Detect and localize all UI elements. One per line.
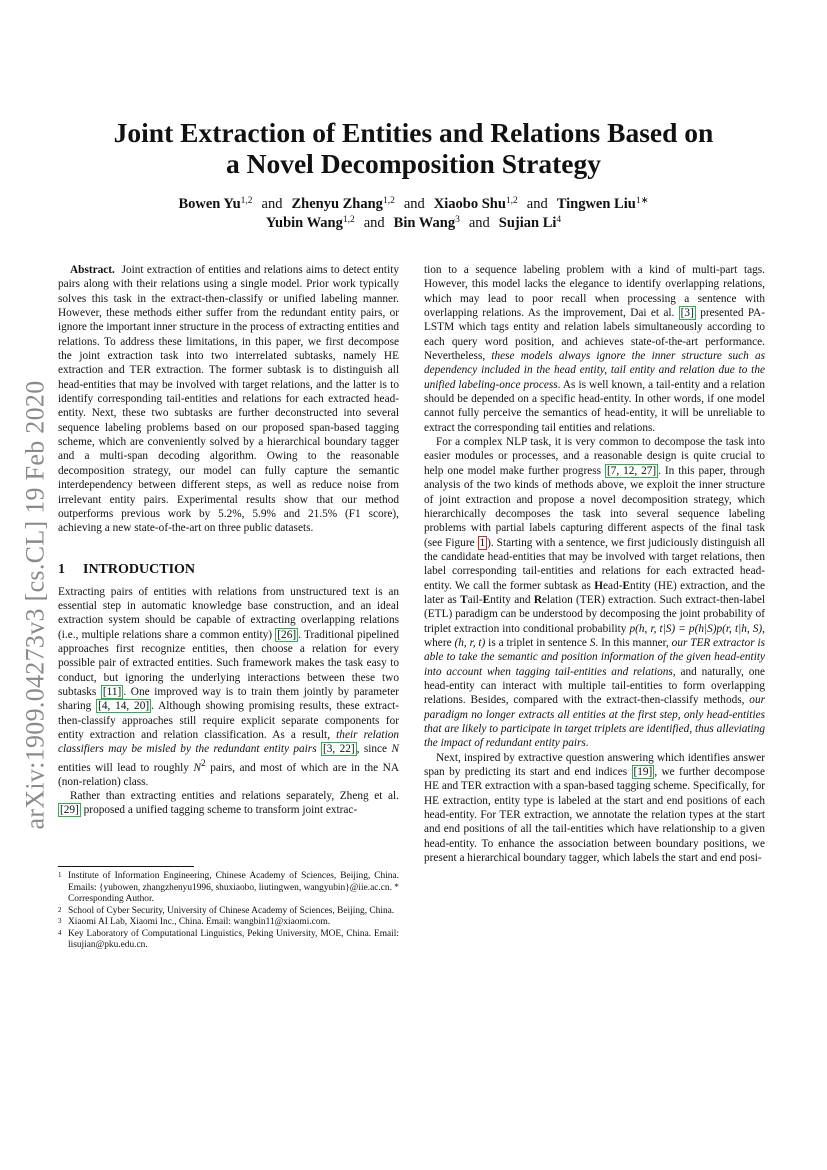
citation-link[interactable]: [26] (277, 628, 297, 641)
footnote-3: 3 Xiaomi AI Lab, Xiaomi Inc., China. Email: wangbin11@xiaomi.com. (58, 917, 331, 927)
citation-link[interactable]: [29] (60, 804, 79, 817)
math-inline: (h, r, t) (454, 636, 486, 649)
citation-link[interactable]: [19] (633, 766, 653, 779)
author-list (60, 195, 767, 233)
author-separator: and (261, 196, 283, 212)
author-name: Yubin Wang (265, 215, 343, 231)
citation-link[interactable]: [7, 12, 27] (606, 464, 657, 477)
citation-link[interactable]: [3, 22] (322, 743, 355, 756)
footnote-1: 1 Institute of Information Engineering, Chinese Academy of Sciences, Beijing, China. Emails: {yubowen, zhangzhenyu1996, shuxiaobo, liutingwen, wangyubin}@iie.ac.cn. * Corresponding Author. (58, 871, 399, 904)
right-paragraph-1: tion to a sequence labeling problem with a kind of multi-part tags. However, this model lacks the elegance to identify overlapping relations, which may lead to poor recall when processing a sentence with overlapping relations. As the improvement, Dai et al. [3] presented PA-LSTM which tags entity and relation labels simultaneously according to each query word position, and achieves state-of-the-art performance. Nevertheless, these models always ignore the inner structure such as dependency included in the head entity, tail entity and relation due to the unified labeling-once process. As is well known, a tail-entity and a relation should be depended on a specific head-entity. In other words, if one model cannot fully perceive the semantics of head-entity, it will be unreliable to extract the corresponding tail entities and relations. (424, 264, 766, 434)
footnote-4: 4 Key Laboratory of Computational Linguistics, Peking University, MOE, China. Email: lisujian@pku.edu.cn. (58, 928, 399, 950)
right-column (424, 263, 765, 865)
arxiv-watermark: arXiv:1909.04273v3 [cs.CL] 19 Feb 2020 (21, 380, 50, 830)
author-name: Bin Wang (393, 215, 456, 231)
author-line-1: Bowen Yu$^{1,2}$ and Zhenyu Zhang$^{1,2}$ and Xiaobo Shu$^{1,2}$ and Tingwen Liu$^{1∗}$ (178, 196, 649, 212)
abstract (58, 263, 399, 536)
intro-paragraph-1: Extracting pairs of entities with relations from unstructured text is an essential step in automatic knowledge base construction, and an ideal extraction system should be capable of extracting overlapping relations (i.e., multiple relations share a common entity) [26] . Traditional pipelined approaches first recognize entities, then choose a relation for every possible pair of extracted entities. Such framework makes the task easy to conduct, but ignoring the underlying interactions between these two subtasks [11] . One improved way is to train them jointly by parameter sharing [4, 14, 20] . Although showing promising results, these extract-then-classify approaches still require explicit separate components for entity extraction and relation classification. As a result, their relation classifiers may be misled by the redundant entity pairs [3, 22] , since N entities will lead to roughly $N^2$ pairs, and most of which are in the NA (non-relation) class. (58, 585, 400, 788)
section-heading: 1 INTRODUCTION (58, 561, 196, 577)
author-separator: and (526, 196, 548, 212)
author-name: Zhenyu Zhang (291, 196, 383, 212)
author-name: Tingwen Liu (556, 196, 636, 212)
citation-link[interactable]: [11] (102, 685, 122, 698)
right-paragraph-2: For a complex NLP task, it is very common to decompose the task into easier modules or processes, and a reasonable design is quite crucial to help one model make further progress [7, 12, 27] . In this paper, through analysis of the two kinds of methods above, we exploit the inner structure of joint extraction and propose a novel decomposition strategy, which hierarchically decomposes the task into several sequence labeling problems with partial labels capturing different aspects of the final task (see Figure 1 ). Starting with a sentence, we first judiciously distinguish all the candidate head-entities that may be involved with target relations, then label corresponding tail-entities and relations for each extracted head-entity. We call the former subtask as Head-Entity (HE) extraction, and the later as Tail-Entity and Relation (TER) extraction. Such extract-then-label (ETL) paradigm can be understood by decomposing the joint probability of triplet extraction into conditional probability p(h, r, t|S) = p(h|S)p(r, t|h, S), where (h, r, t) is a triplet in sentence S. In this manner, our TER extractor is able to take the semantic and position information of the given head-entity into account when tagging tail-entities and relations, and naturally, one head-entity can interact with multiple tail-entities to form overlapping relations. Besides, compared with the extract-then-classify methods, our paradigm no longer extracts all entities at the first step, only head-entities that are likely to participate in target triplets are identified, thus alleviating the impact of redundant entity pairs. (424, 436, 765, 750)
footnotes (58, 866, 399, 952)
author-line-2: Yubin Wang$^{1,2}$ and Bin Wang$^3$ and Sujian Li$^4$ (265, 215, 562, 231)
author-separator: and (403, 196, 425, 212)
math-inline: p(h, r, t|S) = p(h|S)p(r, t|h, S) (629, 622, 763, 635)
author-name: Xiaobo Shu (433, 196, 506, 212)
citation-link[interactable]: [4, 14, 20] (98, 700, 150, 713)
author-name: Bowen Yu (178, 196, 241, 212)
author-separator: and (468, 215, 490, 231)
paper-title: Joint Extraction of Entities and Relations Based on a Novel Decomposition Strategy (113, 117, 714, 179)
left-column (58, 263, 399, 818)
author-name: Sujian Li (498, 215, 557, 231)
intro-paragraph-2: Rather than extracting entities and relations separately, Zheng et al. [29] proposed a unified tagging scheme to transform joint extrac- (60, 790, 399, 817)
citation-link[interactable]: [3] (680, 307, 694, 320)
author-separator: and (363, 215, 385, 231)
math-inline: S (589, 636, 596, 649)
figure-link[interactable]: 1 (479, 536, 486, 549)
footnote-rule (58, 866, 194, 867)
right-paragraph-3: Next, inspired by extractive question answering which identifies answer span by predicting its start and end indices [19] , we further decompose HE and TER extraction with a span-based tagging scheme. Specifically, for HE extraction, entity type is labeled at the start and end positions of each head-entity. For TER extraction, we annotate the relation types at the start and end positions of all the tail-entities which have relationship to a given head-entity. To enhance the association between boundary positions, we present a hierarchical boundary tagger, which labels the start and end posi- (424, 751, 765, 865)
abstract-label: Abstract. (70, 264, 115, 276)
footnote-2: 2 School of Cyber Security, University of Chinese Academy of Sciences, Beijing, China. (58, 905, 395, 916)
abstract-text: Joint extraction of entities and relations aims to detect entity pairs along with their relations using a single model. Prior work typically solves this task in the extract-then-classify or unified labeling manner. However, these methods either suffer from the redundant entity pairs, or ignore the important inner structure in the process of extracting entities and relations. To address these limitations, in this paper, we first decompose the joint extraction task into two interrelated subtasks, namely HE extraction and TER extraction. The former subtask is to distinguish all head-entities that may be involved with target relations, and the latter is to identify corresponding tail-entities and relations for each extracted head-entity. Next, these two subtasks are further deconstructed into several sequence labeling problems based on our proposed span-based tagging scheme, which are conveniently solved by a hierarchical boundary tagger and a multi-span decoding algorithm. Owing to the reasonable decomposition strategy, our model can fully capture the semantic interdependency between different steps, as well as reduce noise from irrelevant entity pairs. Experimental results show that our method outperforms previous work by 5.2%, 5.9% and 21.5% (F1 score), achieving a new state-of-the-art on three public datasets. (58, 264, 399, 535)
